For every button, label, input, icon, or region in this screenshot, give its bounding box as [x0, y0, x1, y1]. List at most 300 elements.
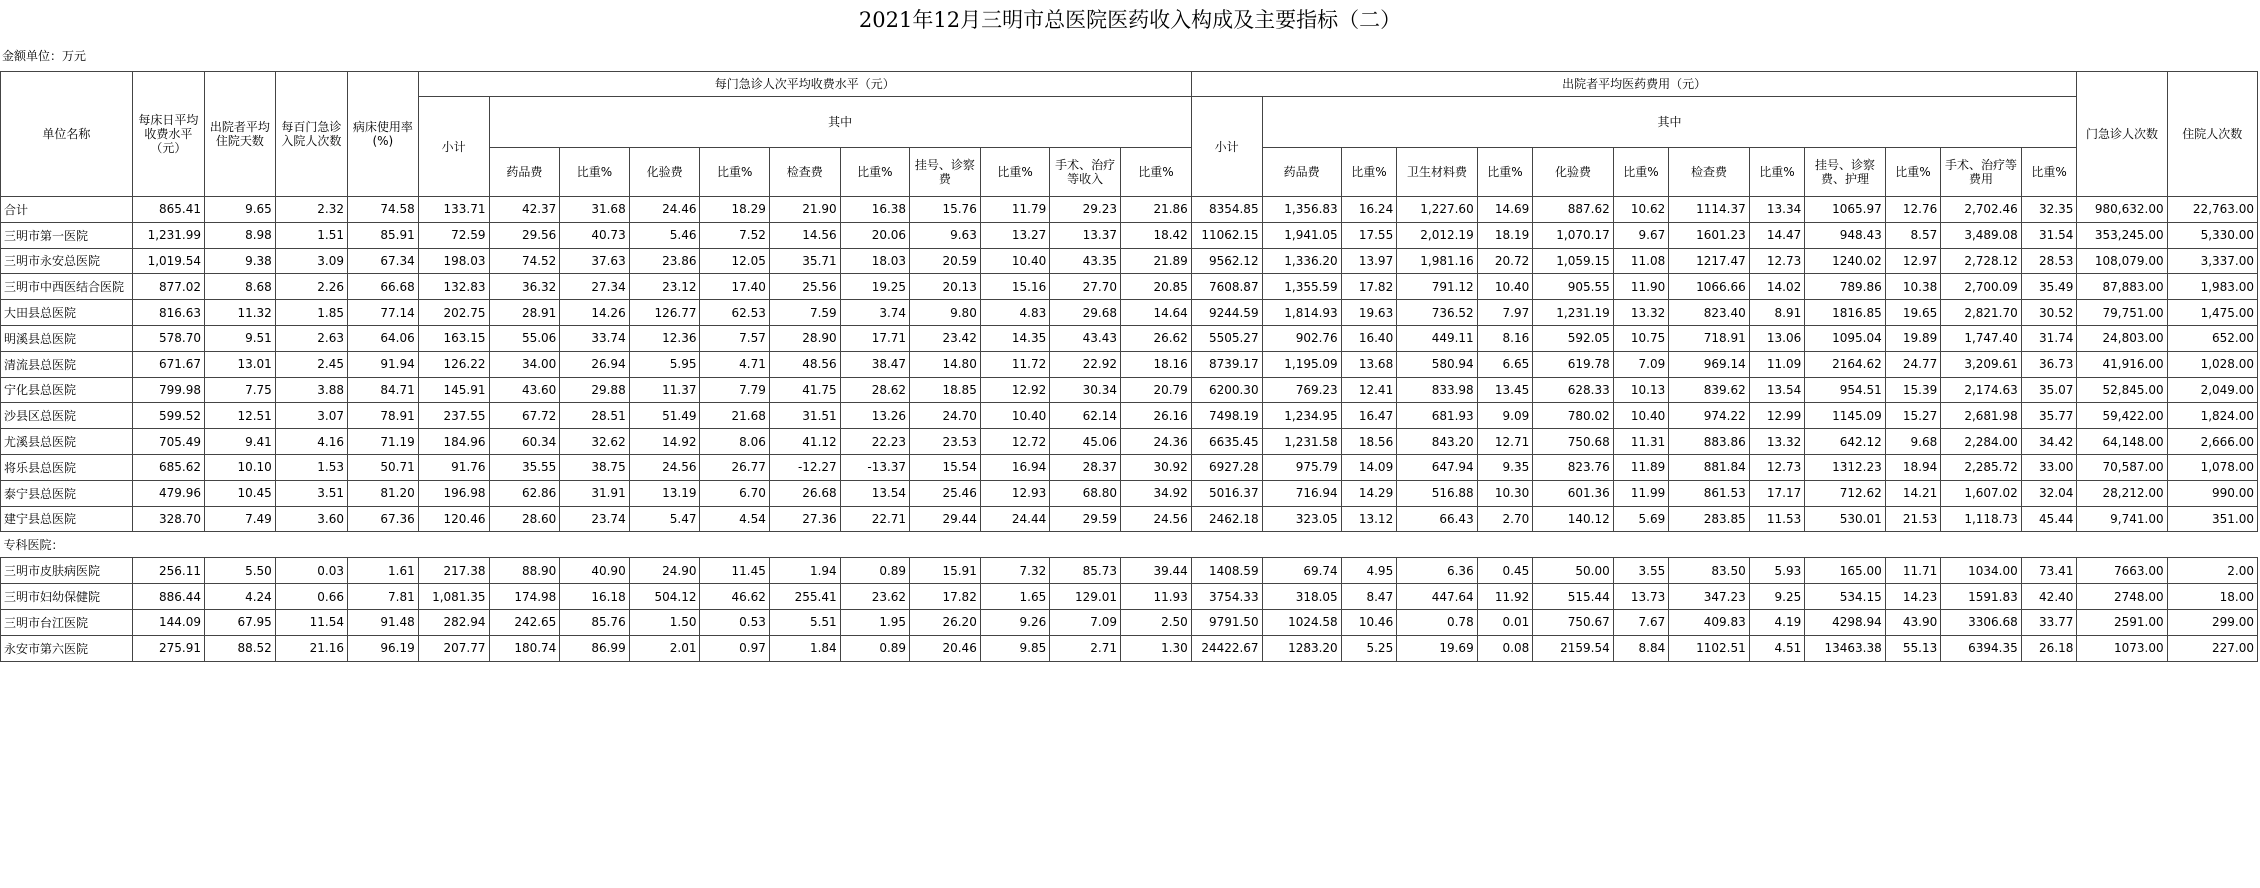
- value-cell: 886.44: [132, 584, 204, 610]
- value-cell: 35.55: [489, 454, 560, 480]
- unit-name-cell: 合计: [1, 197, 133, 223]
- value-cell: 6.65: [1477, 351, 1533, 377]
- value-cell: 67.36: [347, 506, 418, 532]
- value-cell: 22.92: [1050, 351, 1121, 377]
- value-cell: 14.80: [910, 351, 981, 377]
- value-cell: 11.37: [629, 377, 700, 403]
- value-cell: 479.96: [132, 480, 204, 506]
- op-sub-header: 手术、治疗等收入: [1050, 148, 1121, 197]
- value-cell: 7.59: [769, 300, 840, 326]
- value-cell: 18.00: [2167, 584, 2257, 610]
- value-cell: 2,728.12: [1941, 248, 2022, 274]
- value-cell: 91.94: [347, 351, 418, 377]
- value-cell: 14.47: [1749, 222, 1805, 248]
- value-cell: 9.80: [910, 300, 981, 326]
- value-cell: 1,081.35: [418, 584, 489, 610]
- value-cell: 13.54: [1749, 377, 1805, 403]
- value-cell: 13.19: [629, 480, 700, 506]
- value-cell: 30.34: [1050, 377, 1121, 403]
- value-cell: 1,336.20: [1262, 248, 1341, 274]
- value-cell: 13.12: [1341, 506, 1397, 532]
- table-row: [1, 480, 2258, 506]
- value-cell: 12.73: [1749, 454, 1805, 480]
- value-cell: 671.67: [132, 351, 204, 377]
- value-cell: 9244.59: [1191, 300, 1262, 326]
- value-cell: 11.45: [700, 558, 769, 584]
- value-cell: 7.97: [1477, 300, 1533, 326]
- unit-name-cell: 明溪县总医院: [1, 325, 133, 351]
- ip-subtotal-header: 小计: [1191, 97, 1262, 197]
- value-cell: 652.00: [2167, 325, 2257, 351]
- value-cell: 64.06: [347, 325, 418, 351]
- value-cell: 37.63: [560, 248, 629, 274]
- value-cell: 85.91: [347, 222, 418, 248]
- value-cell: 38.47: [840, 351, 909, 377]
- value-cell: 19.89: [1885, 325, 1941, 351]
- value-cell: 1.50: [629, 609, 700, 635]
- value-cell: 45.06: [1050, 429, 1121, 455]
- value-cell: 8.68: [205, 274, 276, 300]
- value-cell: 9.68: [1885, 429, 1941, 455]
- value-cell: 24,803.00: [2077, 325, 2167, 351]
- value-cell: 1,356.83: [1262, 197, 1341, 223]
- value-cell: 133.71: [418, 197, 489, 223]
- op-subtotal-header: 小计: [418, 97, 489, 197]
- table-row: [1, 454, 2258, 480]
- value-cell: 619.78: [1533, 351, 1614, 377]
- value-cell: 14.21: [1885, 480, 1941, 506]
- value-cell: 36.73: [2021, 351, 2077, 377]
- value-cell: 2159.54: [1533, 635, 1614, 661]
- value-cell: 974.22: [1669, 403, 1750, 429]
- ip-sub-header: 比重%: [1885, 148, 1941, 197]
- value-cell: 14.69: [1477, 197, 1533, 223]
- value-cell: 601.36: [1533, 480, 1614, 506]
- value-cell: 19.25: [840, 274, 909, 300]
- value-cell: 7.49: [205, 506, 276, 532]
- value-cell: 1.94: [769, 558, 840, 584]
- value-cell: 9.26: [980, 609, 1049, 635]
- value-cell: 42.40: [2021, 584, 2077, 610]
- value-cell: 7.75: [205, 377, 276, 403]
- value-cell: 14.92: [629, 429, 700, 455]
- value-cell: 46.62: [700, 584, 769, 610]
- value-cell: 1,059.15: [1533, 248, 1614, 274]
- value-cell: 5016.37: [1191, 480, 1262, 506]
- value-cell: 184.96: [418, 429, 489, 455]
- value-cell: 948.43: [1805, 222, 1886, 248]
- value-cell: 1,195.09: [1262, 351, 1341, 377]
- value-cell: 409.83: [1669, 609, 1750, 635]
- value-cell: 11.32: [205, 300, 276, 326]
- value-cell: 969.14: [1669, 351, 1750, 377]
- value-cell: 816.63: [132, 300, 204, 326]
- unit-name-cell: 三明市中西医结合医院: [1, 274, 133, 300]
- value-cell: 64,148.00: [2077, 429, 2167, 455]
- value-cell: 14.26: [560, 300, 629, 326]
- op-sub-header: 药品费: [489, 148, 560, 197]
- value-cell: 347.23: [1669, 584, 1750, 610]
- value-cell: 839.62: [1669, 377, 1750, 403]
- op-sub-header: 检查费: [769, 148, 840, 197]
- value-cell: -12.27: [769, 454, 840, 480]
- value-cell: 40.90: [560, 558, 629, 584]
- value-cell: 23.53: [910, 429, 981, 455]
- value-cell: 15.27: [1885, 403, 1941, 429]
- value-cell: 23.86: [629, 248, 700, 274]
- value-cell: 12.71: [1477, 429, 1533, 455]
- value-cell: 2.26: [275, 274, 347, 300]
- value-cell: 1,814.93: [1262, 300, 1341, 326]
- value-cell: 10.40: [980, 403, 1049, 429]
- value-cell: 13.45: [1477, 377, 1533, 403]
- value-cell: 1,231.99: [132, 222, 204, 248]
- value-cell: 73.41: [2021, 558, 2077, 584]
- value-cell: 8.57: [1885, 222, 1941, 248]
- table-row: [1, 300, 2258, 326]
- value-cell: 26.94: [560, 351, 629, 377]
- value-cell: 10.30: [1477, 480, 1533, 506]
- value-cell: 51.49: [629, 403, 700, 429]
- ip-sub-header: 卫生材料费: [1397, 148, 1478, 197]
- value-cell: 8.84: [1613, 635, 1669, 661]
- value-cell: 15.16: [980, 274, 1049, 300]
- value-cell: 23.12: [629, 274, 700, 300]
- value-cell: 0.45: [1477, 558, 1533, 584]
- value-cell: 712.62: [1805, 480, 1886, 506]
- value-cell: 282.94: [418, 609, 489, 635]
- value-cell: 980,632.00: [2077, 197, 2167, 223]
- value-cell: 823.76: [1533, 454, 1614, 480]
- value-cell: 86.99: [560, 635, 629, 661]
- unit-name-cell: 永安市第六医院: [1, 635, 133, 661]
- value-cell: 0.78: [1397, 609, 1478, 635]
- value-cell: 29.56: [489, 222, 560, 248]
- value-cell: 19.69: [1397, 635, 1478, 661]
- value-cell: 67.72: [489, 403, 560, 429]
- value-cell: 24.70: [910, 403, 981, 429]
- value-cell: 9.35: [1477, 454, 1533, 480]
- value-cell: 318.05: [1262, 584, 1341, 610]
- value-cell: 12.05: [700, 248, 769, 274]
- value-cell: 5.93: [1749, 558, 1805, 584]
- value-cell: 62.14: [1050, 403, 1121, 429]
- value-cell: 18.29: [700, 197, 769, 223]
- value-cell: 52,845.00: [2077, 377, 2167, 403]
- value-cell: 4.71: [700, 351, 769, 377]
- col-avg-stay: 出院者平均住院天数: [205, 72, 276, 197]
- value-cell: 20.06: [840, 222, 909, 248]
- value-cell: 70,587.00: [2077, 454, 2167, 480]
- value-cell: 43.90: [1885, 609, 1941, 635]
- value-cell: 145.91: [418, 377, 489, 403]
- value-cell: 242.65: [489, 609, 560, 635]
- value-cell: 25.46: [910, 480, 981, 506]
- value-cell: 34.42: [2021, 429, 2077, 455]
- unit-name-cell: 三明市第一医院: [1, 222, 133, 248]
- value-cell: 9.65: [205, 197, 276, 223]
- value-cell: 74.58: [347, 197, 418, 223]
- value-cell: 31.51: [769, 403, 840, 429]
- value-cell: 1066.66: [1669, 274, 1750, 300]
- value-cell: 41.12: [769, 429, 840, 455]
- value-cell: 50.71: [347, 454, 418, 480]
- value-cell: 23.42: [910, 325, 981, 351]
- unit-name-cell: 清流县总医院: [1, 351, 133, 377]
- value-cell: 4.51: [1749, 635, 1805, 661]
- value-cell: 1217.47: [1669, 248, 1750, 274]
- value-cell: 833.98: [1397, 377, 1478, 403]
- op-sub-header: 比重%: [980, 148, 1049, 197]
- value-cell: 17.55: [1341, 222, 1397, 248]
- table-row: [1, 609, 2258, 635]
- value-cell: 3306.68: [1941, 609, 2022, 635]
- value-cell: 299.00: [2167, 609, 2257, 635]
- value-cell: 16.47: [1341, 403, 1397, 429]
- value-cell: 14.35: [980, 325, 1049, 351]
- value-cell: 13.54: [840, 480, 909, 506]
- value-cell: 81.20: [347, 480, 418, 506]
- value-cell: 283.85: [1669, 506, 1750, 532]
- value-cell: 9.41: [205, 429, 276, 455]
- value-cell: 642.12: [1805, 429, 1886, 455]
- value-cell: 25.56: [769, 274, 840, 300]
- table-row: [1, 222, 2258, 248]
- value-cell: 1,607.02: [1941, 480, 2022, 506]
- value-cell: 71.19: [347, 429, 418, 455]
- value-cell: 13.32: [1613, 300, 1669, 326]
- value-cell: 74.52: [489, 248, 560, 274]
- section-label: 专科医院：: [1, 532, 2258, 558]
- value-cell: 18.94: [1885, 454, 1941, 480]
- value-cell: 736.52: [1397, 300, 1478, 326]
- value-cell: 23.74: [560, 506, 629, 532]
- value-cell: 8739.17: [1191, 351, 1262, 377]
- value-cell: 144.09: [132, 609, 204, 635]
- value-cell: 11.72: [980, 351, 1049, 377]
- op-sub-header: 比重%: [700, 148, 769, 197]
- value-cell: 7498.19: [1191, 403, 1262, 429]
- value-cell: 1,118.73: [1941, 506, 2022, 532]
- value-cell: 11.08: [1613, 248, 1669, 274]
- value-cell: 24.44: [980, 506, 1049, 532]
- unit-name-cell: 宁化县总医院: [1, 377, 133, 403]
- value-cell: 14.02: [1749, 274, 1805, 300]
- unit-name-cell: 泰宁县总医院: [1, 480, 133, 506]
- value-cell: 24422.67: [1191, 635, 1262, 661]
- value-cell: 1114.37: [1669, 197, 1750, 223]
- value-cell: 6.36: [1397, 558, 1478, 584]
- value-cell: 26.20: [910, 609, 981, 635]
- value-cell: 180.74: [489, 635, 560, 661]
- value-cell: 13.34: [1749, 197, 1805, 223]
- value-cell: 17.17: [1749, 480, 1805, 506]
- value-cell: 26.18: [2021, 635, 2077, 661]
- value-cell: 5505.27: [1191, 325, 1262, 351]
- value-cell: 1.30: [1121, 635, 1192, 661]
- value-cell: 27.34: [560, 274, 629, 300]
- value-cell: 2164.62: [1805, 351, 1886, 377]
- table-row: [1, 429, 2258, 455]
- value-cell: 10.75: [1613, 325, 1669, 351]
- value-cell: 9,741.00: [2077, 506, 2167, 532]
- value-cell: 28.51: [560, 403, 629, 429]
- value-cell: 129.01: [1050, 584, 1121, 610]
- value-cell: 1034.00: [1941, 558, 2022, 584]
- value-cell: 1,981.16: [1397, 248, 1478, 274]
- value-cell: 21.53: [1885, 506, 1941, 532]
- unit-name-cell: 将乐县总医院: [1, 454, 133, 480]
- value-cell: 647.94: [1397, 454, 1478, 480]
- value-cell: 16.94: [980, 454, 1049, 480]
- table-row: [1, 274, 2258, 300]
- unit-note: 金额单位：万元: [2, 49, 87, 63]
- value-cell: 18.42: [1121, 222, 1192, 248]
- value-cell: 31.68: [560, 197, 629, 223]
- table-row: [1, 377, 2258, 403]
- value-cell: 628.33: [1533, 377, 1614, 403]
- value-cell: 7.52: [700, 222, 769, 248]
- value-cell: 12.92: [980, 377, 1049, 403]
- value-cell: 62.86: [489, 480, 560, 506]
- report-title: 2021年12月三明市总医院医药收入构成及主要指标（二）: [858, 8, 1402, 32]
- value-cell: 11.92: [1477, 584, 1533, 610]
- value-cell: 12.97: [1885, 248, 1941, 274]
- ip-sub-header: 检查费: [1669, 148, 1750, 197]
- value-cell: 2.70: [1477, 506, 1533, 532]
- value-cell: 41,916.00: [2077, 351, 2167, 377]
- value-cell: 12.41: [1341, 377, 1397, 403]
- value-cell: 5.51: [769, 609, 840, 635]
- value-cell: 1,028.00: [2167, 351, 2257, 377]
- value-cell: 11.54: [275, 609, 347, 635]
- value-cell: 8.98: [205, 222, 276, 248]
- value-cell: 7.57: [700, 325, 769, 351]
- value-cell: 351.00: [2167, 506, 2257, 532]
- ip-sub-header: 比重%: [1613, 148, 1669, 197]
- value-cell: 8.16: [1477, 325, 1533, 351]
- value-cell: 207.77: [418, 635, 489, 661]
- value-cell: 88.90: [489, 558, 560, 584]
- value-cell: 34.92: [1121, 480, 1192, 506]
- value-cell: 83.50: [1669, 558, 1750, 584]
- value-cell: 66.43: [1397, 506, 1478, 532]
- value-cell: 10.45: [205, 480, 276, 506]
- value-cell: 447.64: [1397, 584, 1478, 610]
- value-cell: 24.90: [629, 558, 700, 584]
- value-cell: 237.55: [418, 403, 489, 429]
- value-cell: 905.55: [1533, 274, 1614, 300]
- value-cell: 87,883.00: [2077, 274, 2167, 300]
- value-cell: 196.98: [418, 480, 489, 506]
- value-cell: 15.76: [910, 197, 981, 223]
- value-cell: 31.74: [2021, 325, 2077, 351]
- value-cell: 9.67: [1613, 222, 1669, 248]
- value-cell: 1,019.54: [132, 248, 204, 274]
- value-cell: 6927.28: [1191, 454, 1262, 480]
- value-cell: 881.84: [1669, 454, 1750, 480]
- value-cell: 799.98: [132, 377, 204, 403]
- value-cell: 8.91: [1749, 300, 1805, 326]
- value-cell: 14.64: [1121, 300, 1192, 326]
- value-cell: 10.40: [980, 248, 1049, 274]
- value-cell: 5.47: [629, 506, 700, 532]
- value-cell: 13.01: [205, 351, 276, 377]
- value-cell: 26.62: [1121, 325, 1192, 351]
- value-cell: 2.32: [275, 197, 347, 223]
- value-cell: 18.16: [1121, 351, 1192, 377]
- table-row: [1, 584, 2258, 610]
- value-cell: 1,234.95: [1262, 403, 1341, 429]
- value-cell: 2462.18: [1191, 506, 1262, 532]
- value-cell: 530.01: [1805, 506, 1886, 532]
- value-cell: 5.69: [1613, 506, 1669, 532]
- value-cell: 1,231.19: [1533, 300, 1614, 326]
- value-cell: 22.23: [840, 429, 909, 455]
- value-cell: 13.06: [1749, 325, 1805, 351]
- value-cell: 55.06: [489, 325, 560, 351]
- value-cell: 2,700.09: [1941, 274, 2022, 300]
- value-cell: 0.08: [1477, 635, 1533, 661]
- value-cell: 2.50: [1121, 609, 1192, 635]
- value-cell: 7608.87: [1191, 274, 1262, 300]
- value-cell: 174.98: [489, 584, 560, 610]
- unit-name-cell: 大田县总医院: [1, 300, 133, 326]
- value-cell: 20.46: [910, 635, 981, 661]
- value-cell: 353,245.00: [2077, 222, 2167, 248]
- value-cell: 9.25: [1749, 584, 1805, 610]
- value-cell: 0.03: [275, 558, 347, 584]
- value-cell: 2,702.46: [1941, 197, 2022, 223]
- value-cell: 255.41: [769, 584, 840, 610]
- value-cell: 1145.09: [1805, 403, 1886, 429]
- value-cell: 718.91: [1669, 325, 1750, 351]
- value-cell: 120.46: [418, 506, 489, 532]
- value-cell: 43.60: [489, 377, 560, 403]
- value-cell: 23.62: [840, 584, 909, 610]
- value-cell: 1,078.00: [2167, 454, 2257, 480]
- value-cell: 217.38: [418, 558, 489, 584]
- value-cell: 823.40: [1669, 300, 1750, 326]
- value-cell: 1,747.40: [1941, 325, 2022, 351]
- inpatient-group-header: 出院者平均医药费用（元）: [1191, 72, 2077, 97]
- value-cell: 504.12: [629, 584, 700, 610]
- value-cell: 14.09: [1341, 454, 1397, 480]
- value-cell: 28.37: [1050, 454, 1121, 480]
- value-cell: 11062.15: [1191, 222, 1262, 248]
- value-cell: 12.76: [1885, 197, 1941, 223]
- value-cell: 132.83: [418, 274, 489, 300]
- value-cell: 328.70: [132, 506, 204, 532]
- value-cell: 9.09: [1477, 403, 1533, 429]
- value-cell: 28.91: [489, 300, 560, 326]
- value-cell: 33.74: [560, 325, 629, 351]
- value-cell: 580.94: [1397, 351, 1478, 377]
- op-sub-header: 化验费: [629, 148, 700, 197]
- value-cell: 883.86: [1669, 429, 1750, 455]
- value-cell: 7.09: [1613, 351, 1669, 377]
- value-cell: 975.79: [1262, 454, 1341, 480]
- value-cell: 954.51: [1805, 377, 1886, 403]
- value-cell: 0.53: [700, 609, 769, 635]
- value-cell: 6394.35: [1941, 635, 2022, 661]
- table-row: [1, 351, 2258, 377]
- value-cell: 8354.85: [1191, 197, 1262, 223]
- value-cell: 77.14: [347, 300, 418, 326]
- value-cell: 534.15: [1805, 584, 1886, 610]
- value-cell: 18.56: [1341, 429, 1397, 455]
- value-cell: 11.53: [1749, 506, 1805, 532]
